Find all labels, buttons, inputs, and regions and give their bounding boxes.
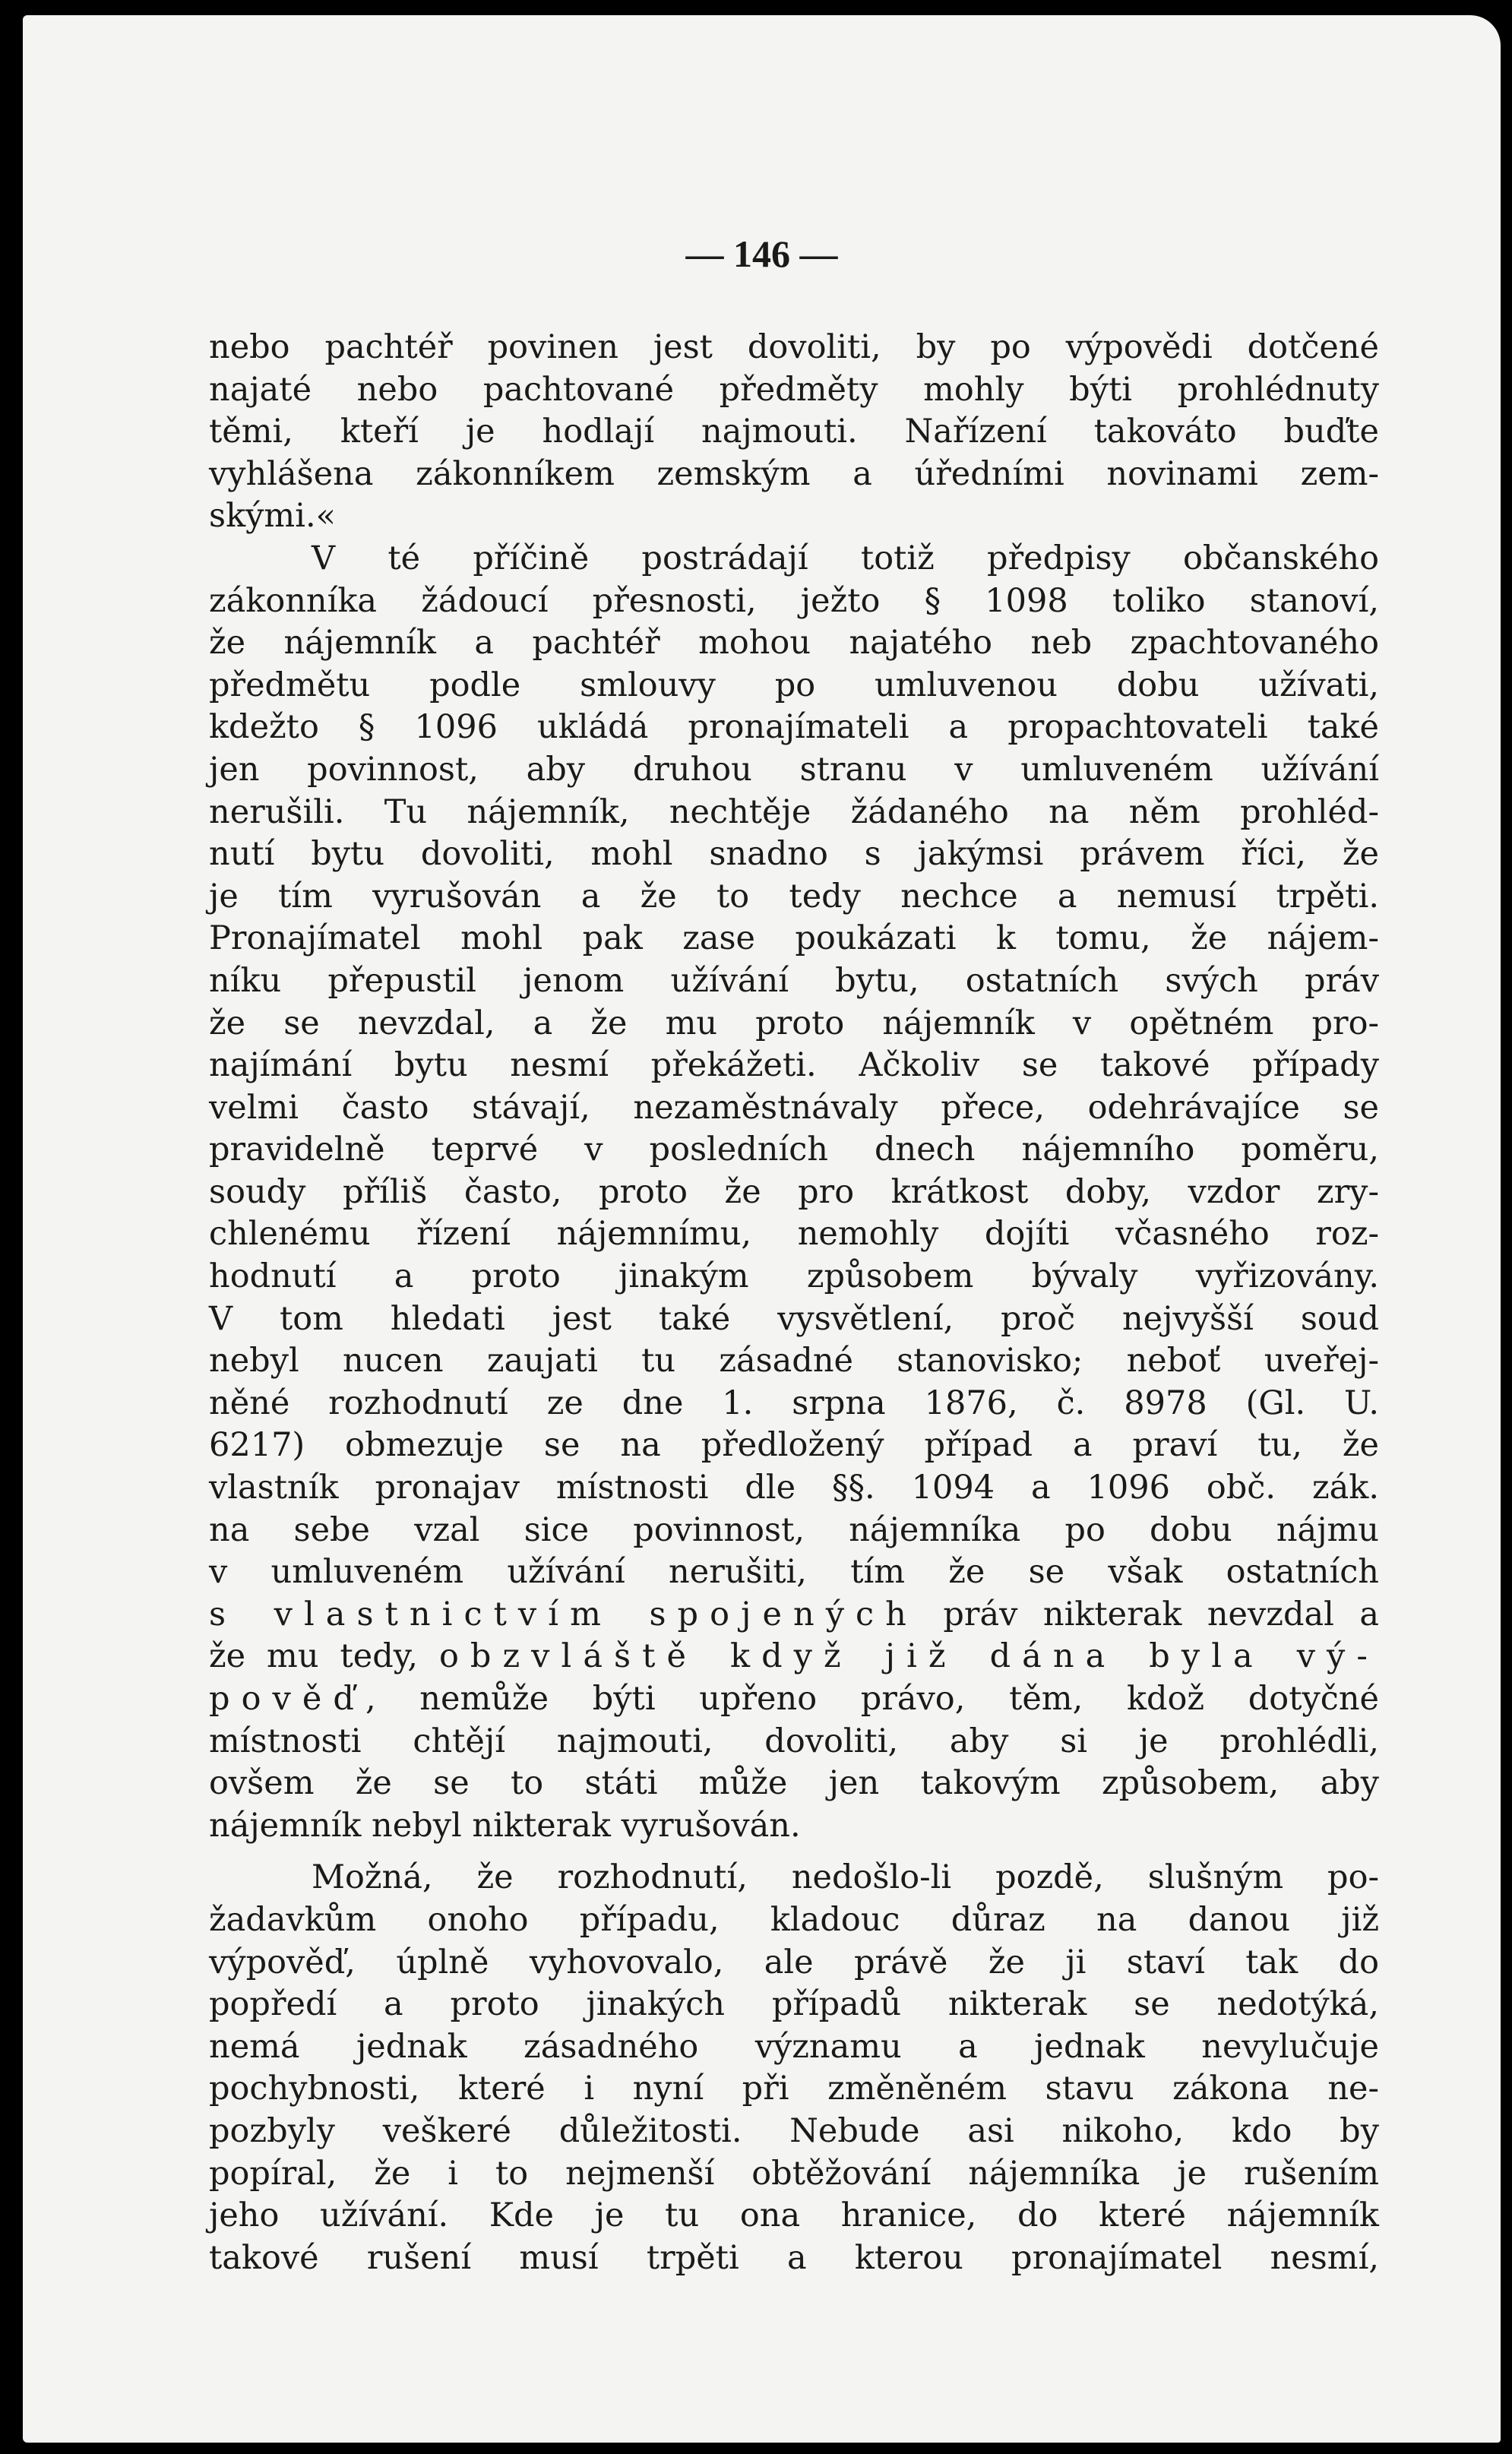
emphasized-text: obzvláště když již dána byla vý- (438, 1637, 1379, 1676)
text-line: ovšem že se to státi může jen takovým způsobem, aby (209, 1764, 1379, 1803)
text-line: Možná, že rozhodnutí, nedošlo-li pozdě, slušným po- (312, 1858, 1379, 1897)
text-line (209, 1678, 1379, 1721)
text-line: Pronajímatel mohl pak zase poukázati k tomu, že nájem- (209, 919, 1379, 958)
text-line: v umluveném užívání nerušiti, tím že se však ostatních (209, 1553, 1379, 1592)
text-line: že nájemník a pachtéř mohou najatého neb zpachtovaného (209, 624, 1379, 663)
text-line: chlenému řízení nájemnímu, nemohly dojíti včasného roz- (209, 1215, 1379, 1254)
text-line: nájemník nebyl nikterak vyrušován. (209, 1806, 801, 1845)
text-line: nerušili. Tu nájemník, nechtěje žádaného na něm prohléd- (209, 792, 1379, 831)
text-line: nemá jednak zásadného významu a jednak nevylučuje (209, 2027, 1379, 2066)
page-number: — 146 — (685, 232, 838, 275)
text-line: níku přepustil jenom užívání bytu, ostatních svých práv (209, 961, 1379, 1000)
text-line: pozbyly veškeré důležitosti. Nebude asi nikoho, kdo by (209, 2111, 1379, 2150)
text-line: V tom hledati jest také vysvětlení, proč nejvyšší soud (209, 1299, 1379, 1338)
emphasized-text: s vlastnictvím spojených (209, 1595, 918, 1633)
text-line: těmi, kteří je hodlají najmouti. Nařízení takováto buďte (209, 413, 1379, 451)
text-line: jen povinnost, aby druhou stranu v umluveném užívání (209, 750, 1379, 789)
text-line (209, 1636, 1379, 1678)
text-line: kdežto § 1096 ukládá pronajímateli a propachtovateli také (209, 708, 1379, 747)
text-line: skými.« (209, 497, 336, 536)
text-line: najímání bytu nesmí překážeti. Ačkoliv se takové případy (209, 1046, 1379, 1085)
text-segment: , nemůže býti upřeno právo, těm, kdož dotyčné (365, 1680, 1379, 1718)
text-line: 6217) obmezuje se na předložený případ a praví tu, že (209, 1426, 1379, 1465)
paragraph-1 (209, 327, 1379, 538)
text-line: je tím vyrušován a že to tedy nechce a nemusí trpěti. (209, 877, 1379, 916)
paragraph-3 (209, 1857, 1379, 2279)
text-line: na sebe vzal sice povinnost, nájemníka po dobu nájmu (209, 1510, 1379, 1549)
text-line: takové rušení musí trpěti a kterou pronajímatel nesmí, (209, 2238, 1379, 2277)
text-line: popředí a proto jinakých případů nikterak se nedotýká, (209, 1985, 1379, 2024)
text-line: jeho užívání. Kde je tu ona hranice, do které nájemník (209, 2196, 1379, 2235)
text-line: pravidelně teprvé v posledních dnech nájemního poměru, (209, 1131, 1379, 1169)
text-line: nebyl nucen zaujati tu zásadné stanovisko; neboť uveřej- (209, 1342, 1379, 1380)
text-line: najaté nebo pachtované předměty mohly býti prohlédnuty (209, 370, 1379, 409)
text-line: něné rozhodnutí ze dne 1. srpna 1876, č. 8978 (Gl. U. (209, 1384, 1379, 1422)
text-line: že se nevzdal, a že mu proto nájemník v opětném pro- (209, 1004, 1379, 1042)
text-segment: že mu tedy, (209, 1637, 439, 1676)
text-line: výpověď, úplně vyhovovalo, ale právě že ji staví tak do (209, 1943, 1379, 1981)
text-line: žadavkům onoho případu, kladouc důraz na danou již (209, 1900, 1379, 1939)
emphasized-text: pověď (209, 1680, 365, 1718)
text-line: popíral, že i to nejmenší obtěžování nájemníka je rušením (209, 2154, 1379, 2193)
text-line: vlastník pronajav místnosti dle §§. 1094 a 1096 obč. zák. (209, 1469, 1379, 1507)
text-line: zákonníka žádoucí přesnosti, ježto § 1098 toliko stanoví, (209, 581, 1379, 620)
text-line: nutí bytu dovoliti, mohl snadno s jakýmsi právem říci, že (209, 835, 1379, 874)
text-line: V té příčině postrádají totiž předpisy občanského (312, 539, 1379, 577)
text-line: velmi často stávají, nezaměstnávaly přece, odehrávajíce se (209, 1088, 1379, 1127)
text-line: nebo pachtéř povinen jest dovoliti, by po výpovědi dotčené (209, 328, 1379, 366)
text-line: předmětu podle smlouvy po umluvenou dobu užívati, (209, 666, 1379, 704)
text-line: místnosti chtějí najmouti, dovoliti, aby si je prohlédli, (209, 1722, 1379, 1760)
paragraph-2 (209, 538, 1379, 1847)
text-line: hodnutí a proto jinakým způsobem bývaly vyřizovány. (209, 1257, 1379, 1296)
book-page (23, 15, 1501, 2443)
text-segment: práv nikterak nevzdal a (917, 1595, 1379, 1633)
body-text (209, 327, 1379, 2279)
text-line: vyhlášena zákonníkem zemským a úředními novinami zem- (209, 454, 1379, 493)
text-line: soudy příliš často, proto že pro krátkost doby, vzdor zry- (209, 1172, 1379, 1211)
text-line: pochybnosti, které i nyní při změněném stavu zákona ne- (209, 2070, 1379, 2108)
text-line (209, 1594, 1379, 1637)
